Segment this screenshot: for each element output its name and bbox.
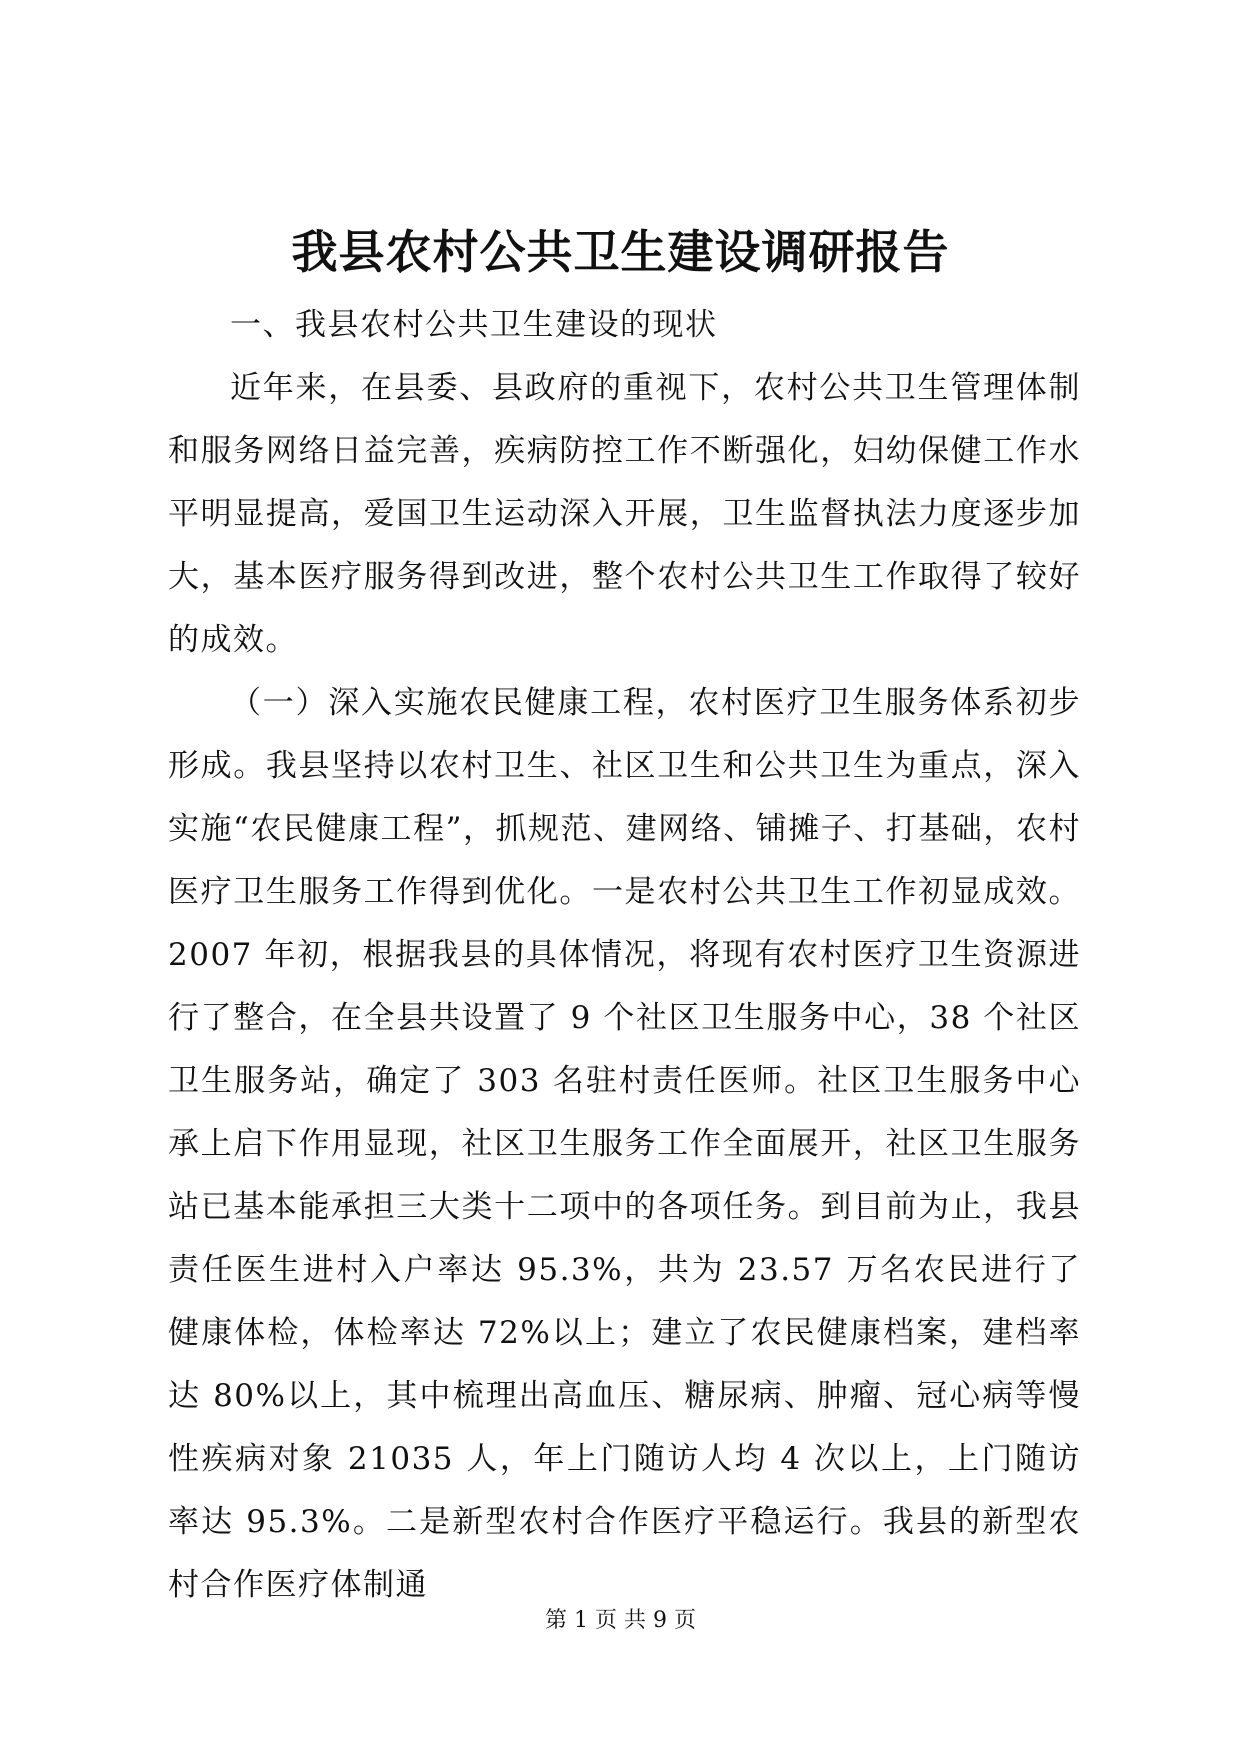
paragraph-section-1: （一）深入实施农民健康工程，农村医疗卫生服务体系初步形成。我县坚持以农村卫生、社区卫生和公共卫生为重点，深入实施“农民健康工程”，抓规范、建网络、铺摊子、打基础，农村医疗卫生服务工作得到优化。一是农村公共卫生工作初显成效。2007 年初，根据我县的具体情况，将现有农村医疗卫生资源进行了整合，在全县共设置了 9 个社区卫生服务中心，38 个社区卫生服务站，确定了 303 名驻村责任医师。社区卫生服务中心承上启下作用显现，社区卫生服务工作全面展开，社区卫生服务站已基本能承担三大类十二项中的各项任务。到目前为止，我县责任医生进村入户率达 95.3%，共为 23.57 万名农民进行了健康体检，体检率达 72%以上；建立了农民健康档案，建档率达 80%以上，其中梳理出高血压、糖尿病、肿瘤、冠心病等慢性疾病对象 21035 人，年上门随访人均 4 次以上，上门随访率达 95.3%。二是新型农村合作医疗平稳运行。我县的新型农村合作医疗体制通 <box>168 685 1081 1603</box>
document-title: 我县农村公共卫生建设调研报告 <box>291 225 950 279</box>
paragraph-intro: 近年来，在县委、县政府的重视下，农村公共卫生管理体制和服务网络日益完善，疾病防控工作不断强化，妇幼保健工作水平明显提高，爱国卫生运动深入开展，卫生监督执法力度逐步加大，基本医疗服务得到改进，整个农村公共卫生工作取得了较好的成效。 <box>168 370 1081 658</box>
section-heading: 一、我县农村公共卫生建设的现状 <box>230 307 718 343</box>
page-footer: 第 1 页 共 9 页 <box>545 1608 696 1633</box>
document-body <box>168 294 1081 1617</box>
